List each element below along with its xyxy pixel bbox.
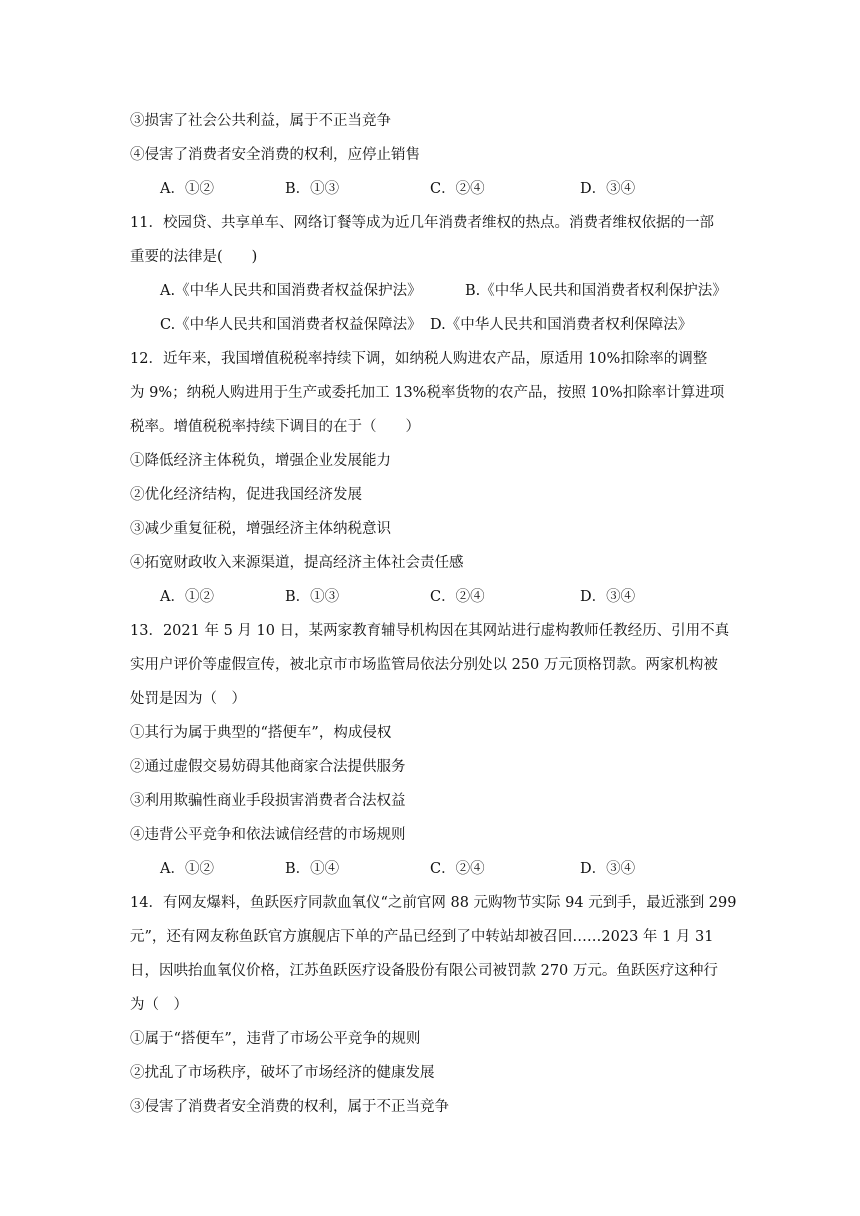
question-12-stem: 12．近年来，我国增值税税率持续下调，如纳税人购进农产品，原适用 10%扣除率的调整 <box>130 351 708 367</box>
option-b: B．①③ <box>285 589 340 605</box>
statement-4: ④拓宽财政收入来源渠道，提高经济主体社会责任感 <box>130 555 464 571</box>
option-d: D．③④ <box>580 181 636 197</box>
statement-4: ④侵害了消费者安全消费的权利，应停止销售 <box>130 147 420 163</box>
option-c: C．②④ <box>430 181 485 197</box>
statement-3: ③减少重复征税，增强经济主体纳税意识 <box>130 521 391 537</box>
statement-3: ③侵害了消费者安全消费的权利，属于不正当竞争 <box>130 1099 449 1115</box>
statement-2: ②优化经济结构，促进我国经济发展 <box>130 487 362 503</box>
option-c: C．②④ <box>430 861 485 877</box>
question-13-stem: 13．2021 年 5 月 10 日，某两家教育辅导机构因在其网站进行虚构教师任教经历、引用不真 <box>130 623 730 639</box>
statement-3: ③损害了社会公共利益，属于不正当竞争 <box>130 113 391 129</box>
option-d: D．③④ <box>580 861 636 877</box>
option-a: A.《中华人民共和国消费者权益保护法》 <box>160 283 422 299</box>
option-b: B.《中华人民共和国消费者权利保护法》 <box>465 283 727 299</box>
statement-4: ④违背公平竞争和依法诚信经营的市场规则 <box>130 827 406 843</box>
option-b: B．①③ <box>285 181 340 197</box>
statement-3: ③利用欺骗性商业手段损害消费者合法权益 <box>130 793 406 809</box>
option-b: B．①④ <box>285 861 340 877</box>
statement-1: ①降低经济主体税负，增强企业发展能力 <box>130 453 391 469</box>
statement-1: ①其行为属于典型的“搭便车”，构成侵权 <box>130 725 392 741</box>
statement-1: ①属于“搭便车”，违背了市场公平竞争的规则 <box>130 1031 421 1047</box>
question-11-stem: 11．校园贷、共享单车、网络订餐等成为近几年消费者维权的热点。消费者维权依据的一部 <box>130 215 714 231</box>
option-d: D．③④ <box>580 589 636 605</box>
question-14-stem-cont: 为（ ） <box>130 997 188 1013</box>
question-11-stem-cont: 重要的法律是( ) <box>130 249 258 265</box>
statement-2: ②扰乱了市场秩序，破坏了市场经济的健康发展 <box>130 1065 435 1081</box>
question-13-stem-cont: 实用户评价等虚假宣传，被北京市市场监管局依法分别处以 250 万元顶格罚款。两家机构被 <box>130 657 718 673</box>
statement-2: ②通过虚假交易妨碍其他商家合法提供服务 <box>130 759 406 775</box>
option-a: A．①② <box>160 181 214 197</box>
question-13-stem-cont: 处罚是因为（ ） <box>130 691 246 707</box>
option-a: A．①② <box>160 589 214 605</box>
question-14-stem-cont: 日，因哄抬血氧仪价格，江苏鱼跃医疗设备股份有限公司被罚款 270 万元。鱼跃医疗这种行 <box>130 963 718 979</box>
option-d: D.《中华人民共和国消费者权利保障法》 <box>430 317 693 333</box>
option-c: C.《中华人民共和国消费者权益保障法》 <box>160 317 422 333</box>
question-14-stem-cont: 元”，还有网友称鱼跃官方旗舰店下单的产品已经到了中转站却被召回……2023 年 1 月 31 <box>130 929 714 945</box>
question-12-stem-cont: 税率。增值税税率持续下调目的在于（ ） <box>130 419 420 435</box>
option-c: C．②④ <box>430 589 485 605</box>
question-12-stem-cont: 为 9%；纳税人购进用于生产或委托加工 13%税率货物的农产品，按照 10%扣除率计算进项 <box>130 385 725 401</box>
question-14-stem: 14．有网友爆料，鱼跃医疗同款血氧仪“之前官网 88 元购物节实际 94 元到手，最近涨到 299 <box>130 895 737 911</box>
option-a: A．①② <box>160 861 214 877</box>
